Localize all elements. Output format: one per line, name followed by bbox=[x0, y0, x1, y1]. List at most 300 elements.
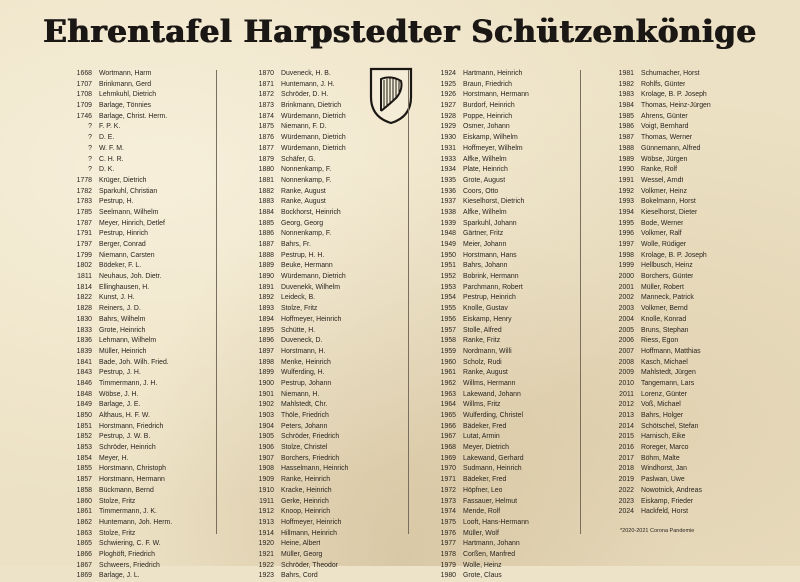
king-entry bbox=[430, 368, 590, 379]
year: 1901 bbox=[258, 390, 274, 398]
king-name: Müller, Robert bbox=[641, 283, 684, 291]
year: 1951 bbox=[440, 262, 456, 270]
year: 1954 bbox=[440, 294, 456, 302]
king-name: Müller, Wolf bbox=[463, 529, 499, 537]
year: 1865 bbox=[76, 540, 92, 548]
year: 1886 bbox=[258, 230, 274, 238]
king-name: Thöle, Friedrich bbox=[281, 412, 329, 419]
king-name: Duveneck, H. B. bbox=[281, 70, 331, 77]
king-name: Schröder, Theodor bbox=[281, 561, 338, 569]
king-entry bbox=[248, 315, 408, 326]
king-entry bbox=[248, 507, 408, 518]
year: 1894 bbox=[258, 315, 274, 323]
king-entry bbox=[66, 261, 226, 272]
year: 1881 bbox=[258, 176, 274, 184]
king-entry bbox=[248, 475, 408, 486]
king-name: Stolze, Christel bbox=[281, 444, 328, 452]
king-name: Neuhaus, Joh. Dietr. bbox=[99, 273, 162, 281]
year: ? bbox=[88, 144, 92, 152]
king-name: Manneck, Patrick bbox=[641, 294, 694, 302]
king-entry bbox=[248, 155, 408, 166]
king-entry bbox=[430, 422, 590, 433]
year: 1997 bbox=[618, 241, 634, 248]
king-entry bbox=[248, 486, 408, 497]
king-name: Müller, Georg bbox=[281, 550, 323, 558]
king-name: Volkmer, Ralf bbox=[641, 230, 682, 238]
king-name: Gerke, Heinrich bbox=[281, 497, 329, 505]
year: 1797 bbox=[76, 241, 92, 248]
king-entry bbox=[430, 571, 590, 582]
year: 2001 bbox=[618, 283, 634, 291]
king-entry bbox=[430, 240, 590, 251]
year: 1709 bbox=[76, 102, 92, 110]
king-entry bbox=[248, 550, 408, 561]
king-name: Meyer, H. bbox=[99, 454, 129, 462]
king-name: Hoffmeyer, Heinrich bbox=[281, 518, 342, 526]
year: 1891 bbox=[258, 283, 274, 291]
king-name: Voß, Michael bbox=[641, 401, 681, 409]
king-name: Brinkmann, Dietrich bbox=[281, 102, 342, 110]
king-entry bbox=[430, 464, 590, 475]
year: 1978 bbox=[440, 550, 456, 558]
year: 2007 bbox=[618, 347, 634, 355]
year: 1980 bbox=[440, 572, 456, 580]
year: 1860 bbox=[76, 497, 92, 505]
king-entry bbox=[248, 261, 408, 272]
king-entry bbox=[430, 475, 590, 486]
king-entry bbox=[66, 219, 226, 230]
king-entry bbox=[248, 219, 408, 230]
year: 1957 bbox=[440, 326, 456, 334]
year: 1889 bbox=[258, 262, 274, 270]
year: 1958 bbox=[440, 337, 456, 345]
king-name: Berger, Conrad bbox=[99, 241, 146, 248]
kings-column-3 bbox=[430, 69, 590, 582]
king-name: Hellbusch, Heinz bbox=[641, 262, 693, 270]
king-entry bbox=[430, 219, 590, 230]
king-entry bbox=[430, 144, 590, 155]
year: 1993 bbox=[618, 198, 634, 206]
king-entry bbox=[66, 326, 226, 337]
year: 1994 bbox=[618, 208, 634, 216]
king-entry bbox=[66, 112, 226, 123]
king-entry bbox=[430, 411, 590, 422]
year: 2003 bbox=[618, 305, 634, 313]
year: 1746 bbox=[76, 112, 92, 120]
year: 1814 bbox=[76, 283, 92, 291]
king-entry bbox=[430, 197, 590, 208]
king-entry bbox=[66, 518, 226, 529]
king-entry bbox=[66, 486, 226, 497]
king-name: Nordmann, Willi bbox=[463, 347, 512, 355]
king-name: Horstmann, Christoph bbox=[99, 465, 167, 473]
year: 1896 bbox=[258, 337, 274, 345]
year: 1871 bbox=[258, 80, 274, 88]
king-name: Bobrink, Hermann bbox=[463, 273, 519, 281]
year: 1910 bbox=[258, 486, 274, 494]
king-entry bbox=[66, 368, 226, 379]
king-entry bbox=[248, 101, 408, 112]
year: 1961 bbox=[440, 369, 456, 377]
king-name: Horstmann, Hermann bbox=[99, 476, 165, 484]
king-entry bbox=[430, 251, 590, 262]
year: 2000 bbox=[618, 273, 634, 281]
year: 1851 bbox=[76, 422, 92, 430]
king-entry bbox=[608, 497, 768, 508]
king-name: Schäfer, G. bbox=[281, 155, 316, 163]
king-name: Harnisch, Eike bbox=[641, 433, 686, 441]
king-entry bbox=[248, 326, 408, 337]
king-name: Menke, Heinrich bbox=[281, 358, 331, 366]
year: 1933 bbox=[440, 155, 456, 163]
king-name: Schröder, Heinrich bbox=[99, 444, 156, 452]
king-entry bbox=[66, 347, 226, 358]
year: 1872 bbox=[258, 91, 274, 99]
king-name: Peters, Johann bbox=[281, 422, 328, 430]
king-entry bbox=[248, 411, 408, 422]
footnote: *2020-2021 Corona Pandemie bbox=[620, 528, 695, 534]
year: 1953 bbox=[440, 283, 456, 291]
king-name: Pestrup, J. W. B. bbox=[99, 433, 151, 441]
king-name: Stolze, Fritz bbox=[99, 529, 136, 537]
king-entry bbox=[66, 69, 226, 80]
king-name: Duvenekk, Wilhelm bbox=[281, 283, 340, 291]
king-name: Nonnenkamp, F. bbox=[281, 176, 332, 184]
year: 1989 bbox=[618, 155, 634, 163]
king-entry bbox=[66, 454, 226, 465]
king-name: Reiners, J. D. bbox=[99, 305, 141, 313]
year: 1913 bbox=[258, 518, 274, 526]
king-name: Ranke, August bbox=[281, 187, 326, 195]
king-name: Bädeker, Fred bbox=[463, 422, 507, 430]
year: 1852 bbox=[76, 433, 92, 441]
king-name: Hartmann, Heinrich bbox=[463, 70, 523, 77]
year: 1879 bbox=[258, 155, 274, 163]
year: 1990 bbox=[618, 166, 634, 174]
year: 2011 bbox=[619, 390, 634, 398]
king-entry bbox=[248, 272, 408, 283]
year: 1999 bbox=[618, 262, 634, 270]
year: 1849 bbox=[76, 401, 92, 409]
king-name: Wöbse, Jürgen bbox=[641, 155, 688, 163]
king-entry bbox=[248, 336, 408, 347]
king-entry bbox=[608, 283, 768, 294]
year: 1981 bbox=[618, 70, 634, 77]
king-entry bbox=[66, 101, 226, 112]
year: 1843 bbox=[76, 369, 92, 377]
king-name: Bokelmann, Horst bbox=[641, 198, 696, 206]
king-name: Eiskamp, Wilhelm bbox=[463, 134, 518, 142]
king-name: Niemann, Carsten bbox=[99, 251, 155, 259]
king-entry bbox=[248, 283, 408, 294]
year: 1909 bbox=[258, 476, 274, 484]
king-name: Wessel, Arndt bbox=[641, 176, 684, 184]
king-entry bbox=[430, 326, 590, 337]
year: 1895 bbox=[258, 326, 274, 334]
king-entry bbox=[66, 358, 226, 369]
king-entry bbox=[248, 422, 408, 433]
year: 1995 bbox=[618, 219, 634, 227]
king-name: Barlage, Christ. Herm. bbox=[99, 112, 168, 120]
year: 1890 bbox=[258, 273, 274, 281]
year: 1923 bbox=[258, 572, 274, 580]
year: 1863 bbox=[76, 529, 92, 537]
year: 1936 bbox=[440, 187, 456, 195]
king-entry bbox=[608, 112, 768, 123]
year: 1866 bbox=[76, 550, 92, 558]
year: 1977 bbox=[440, 540, 456, 548]
year: 1877 bbox=[258, 144, 274, 152]
king-name: Alfke, Wilhelm bbox=[463, 208, 507, 216]
year: 1875 bbox=[258, 123, 274, 131]
king-entry bbox=[608, 326, 768, 337]
king-entry bbox=[608, 422, 768, 433]
king-entry bbox=[66, 122, 226, 133]
king-name: Windhorst, Jan bbox=[641, 465, 687, 473]
king-entry bbox=[66, 464, 226, 475]
king-entry bbox=[66, 229, 226, 240]
year: 1914 bbox=[258, 529, 274, 537]
king-name: Stolle, Alfred bbox=[463, 326, 502, 334]
king-name: Mende, Rolf bbox=[463, 508, 501, 516]
king-name: Hoffmeyer, Heinrich bbox=[281, 315, 342, 323]
king-entry bbox=[430, 229, 590, 240]
king-entry bbox=[608, 315, 768, 326]
king-entry bbox=[66, 176, 226, 187]
year: 1987 bbox=[618, 134, 634, 142]
king-name: Meier, Johann bbox=[463, 241, 507, 248]
king-entry bbox=[430, 304, 590, 315]
kings-column-4 bbox=[608, 69, 768, 518]
year: 1830 bbox=[76, 315, 92, 323]
year: 2018 bbox=[618, 465, 634, 473]
year: 2024 bbox=[618, 508, 634, 516]
king-entry bbox=[248, 251, 408, 262]
king-entry bbox=[66, 165, 226, 176]
king-name: Ellinghausen, H. bbox=[99, 283, 150, 291]
king-name: Huntemann, Joh. Herm. bbox=[99, 518, 173, 526]
king-entry bbox=[430, 347, 590, 358]
king-entry bbox=[430, 165, 590, 176]
king-entry bbox=[430, 101, 590, 112]
king-entry bbox=[248, 144, 408, 155]
king-name: Sparkuhl, Christian bbox=[99, 187, 158, 195]
king-entry bbox=[608, 272, 768, 283]
year: 1906 bbox=[258, 444, 274, 452]
king-name: Mahlstedt, Chr. bbox=[281, 401, 328, 409]
king-entry bbox=[608, 90, 768, 101]
year: 1924 bbox=[440, 70, 456, 77]
king-entry bbox=[248, 379, 408, 390]
king-name: Bockhorst, Heinrich bbox=[281, 208, 341, 216]
king-name: Wortmann, Harm bbox=[99, 70, 152, 77]
year: 1787 bbox=[76, 219, 92, 227]
king-name: Ploghöft, Friedrich bbox=[99, 550, 155, 558]
king-name: Pestrup, Johann bbox=[281, 379, 332, 387]
king-entry bbox=[66, 293, 226, 304]
king-name: Ranke, August bbox=[281, 198, 326, 206]
king-name: Borchers, Günter bbox=[641, 273, 694, 281]
king-name: Schötschel, Stefan bbox=[641, 422, 699, 430]
king-entry bbox=[66, 507, 226, 518]
year: 2019 bbox=[618, 476, 634, 484]
year: 1925 bbox=[440, 80, 456, 88]
king-name: Timmermann, J. K. bbox=[99, 508, 157, 516]
king-name: Willms, Fritz bbox=[463, 401, 501, 409]
king-name: Böhm, Malte bbox=[641, 454, 680, 462]
king-name: Kunst, J. H. bbox=[99, 294, 135, 302]
king-name: Beuke, Hermann bbox=[281, 262, 333, 270]
king-entry bbox=[430, 518, 590, 529]
king-name: Pestrup, Heinrich bbox=[463, 294, 516, 302]
king-entry bbox=[430, 390, 590, 401]
king-name: Horstmann, Friedrich bbox=[99, 422, 164, 430]
king-name: Bode, Werner bbox=[641, 219, 684, 227]
king-name: Lehmkuhl, Dietrich bbox=[99, 91, 157, 99]
king-name: Brinkmann, Gerd bbox=[99, 80, 152, 88]
king-entry bbox=[430, 187, 590, 198]
year: 1973 bbox=[440, 497, 456, 505]
king-entry bbox=[608, 454, 768, 465]
king-entry bbox=[66, 443, 226, 454]
year: 1904 bbox=[258, 422, 274, 430]
year: ? bbox=[88, 123, 92, 131]
king-entry bbox=[608, 432, 768, 443]
king-name: Meyer, Dietrich bbox=[463, 444, 509, 452]
year: 1911 bbox=[259, 497, 274, 505]
king-entry bbox=[608, 208, 768, 219]
king-entry bbox=[248, 400, 408, 411]
year: 1970 bbox=[440, 465, 456, 473]
king-name: Althaus, H. F. W. bbox=[99, 412, 150, 419]
year: 1948 bbox=[440, 230, 456, 238]
king-entry bbox=[66, 187, 226, 198]
king-name: Hartmann, Johann bbox=[463, 540, 520, 548]
king-entry bbox=[608, 155, 768, 166]
year: 1885 bbox=[258, 219, 274, 227]
year: 1902 bbox=[258, 401, 274, 409]
king-name: Knolle, Konrad bbox=[641, 315, 687, 323]
king-name: Würdemann, Dietrich bbox=[281, 134, 346, 142]
king-name: Riess, Egon bbox=[641, 337, 679, 345]
king-entry bbox=[66, 539, 226, 550]
year: 1855 bbox=[76, 465, 92, 473]
king-name: Hasselmann, Heinrich bbox=[281, 465, 349, 473]
king-entry bbox=[430, 379, 590, 390]
king-entry bbox=[430, 283, 590, 294]
year: 1991 bbox=[618, 176, 634, 184]
king-name: Stolze, Fritz bbox=[281, 305, 318, 313]
king-name: Nowotnick, Andreas bbox=[641, 486, 702, 494]
king-entry bbox=[66, 411, 226, 422]
king-name: Paslwan, Uwe bbox=[641, 476, 685, 484]
year: 1900 bbox=[258, 379, 274, 387]
year: 1898 bbox=[258, 358, 274, 366]
king-name: Corßen, Manfred bbox=[463, 550, 516, 558]
year: 1956 bbox=[440, 315, 456, 323]
year: 1966 bbox=[440, 422, 456, 430]
king-name: Lakewand, Gerhard bbox=[463, 454, 524, 462]
year: 2004 bbox=[618, 315, 634, 323]
year: 1998 bbox=[618, 251, 634, 259]
year: 1836 bbox=[76, 337, 92, 345]
king-name: Willms, Hermann bbox=[463, 379, 516, 387]
year: 1965 bbox=[440, 412, 456, 419]
king-name: Scholz, Rudi bbox=[463, 358, 502, 366]
king-name: Wöbse, J. H. bbox=[99, 390, 139, 398]
king-name: Krüger, Dietrich bbox=[99, 176, 147, 184]
year: 2016 bbox=[618, 444, 634, 452]
king-name: Barlage, Tönnies bbox=[99, 102, 151, 110]
king-entry bbox=[608, 379, 768, 390]
king-name: Nonnenkamp, F. bbox=[281, 166, 332, 174]
king-name: Ahrens, Günter bbox=[641, 112, 688, 120]
king-entry bbox=[430, 358, 590, 369]
king-entry bbox=[608, 347, 768, 358]
king-entry bbox=[248, 443, 408, 454]
king-name: Grote, Claus bbox=[463, 572, 502, 580]
year: 1802 bbox=[76, 262, 92, 270]
page-title: Ehrentafel Harpstedter Schützenkönige bbox=[43, 14, 757, 50]
king-name: Hackfeld, Horst bbox=[641, 508, 689, 516]
year: 1969 bbox=[440, 454, 456, 462]
king-entry bbox=[608, 122, 768, 133]
year: 1848 bbox=[76, 390, 92, 398]
king-name: Volkmer, Heinz bbox=[641, 187, 687, 195]
king-entry bbox=[66, 272, 226, 283]
king-entry bbox=[248, 464, 408, 475]
year: 1897 bbox=[258, 347, 274, 355]
king-entry bbox=[248, 197, 408, 208]
king-entry bbox=[248, 165, 408, 176]
year: 2017 bbox=[618, 454, 634, 462]
year: 1869 bbox=[76, 572, 92, 580]
king-entry bbox=[608, 133, 768, 144]
king-entry bbox=[608, 240, 768, 251]
king-entry bbox=[248, 293, 408, 304]
year: 1893 bbox=[258, 305, 274, 313]
king-name: Bahrs, Fr. bbox=[281, 241, 311, 248]
year: 1884 bbox=[258, 208, 274, 216]
king-name: Wulferding, H. bbox=[281, 369, 325, 377]
king-entry bbox=[66, 155, 226, 166]
king-entry bbox=[430, 272, 590, 283]
king-name: Plate, Heinrich bbox=[463, 166, 508, 174]
king-entry bbox=[430, 432, 590, 443]
king-entry bbox=[66, 197, 226, 208]
year: 1822 bbox=[76, 294, 92, 302]
king-entry bbox=[248, 497, 408, 508]
year: 1785 bbox=[76, 208, 92, 216]
king-name: Wolle, Heinz bbox=[463, 561, 502, 569]
king-name: F. P. K. bbox=[99, 123, 121, 131]
king-entry bbox=[430, 293, 590, 304]
king-name: Müller, Heinrich bbox=[99, 347, 147, 355]
year: 1959 bbox=[440, 347, 456, 355]
king-entry bbox=[248, 571, 408, 582]
year: 1828 bbox=[76, 305, 92, 313]
king-entry bbox=[430, 539, 590, 550]
year: 1986 bbox=[618, 123, 634, 131]
year: 1968 bbox=[440, 444, 456, 452]
king-entry bbox=[608, 251, 768, 262]
king-entry bbox=[248, 176, 408, 187]
king-entry bbox=[430, 497, 590, 508]
king-name: Huntemann, J. H. bbox=[281, 80, 335, 88]
king-name: Schröder, Friedrich bbox=[281, 433, 340, 441]
year: 1782 bbox=[76, 187, 92, 195]
king-entry bbox=[430, 261, 590, 272]
